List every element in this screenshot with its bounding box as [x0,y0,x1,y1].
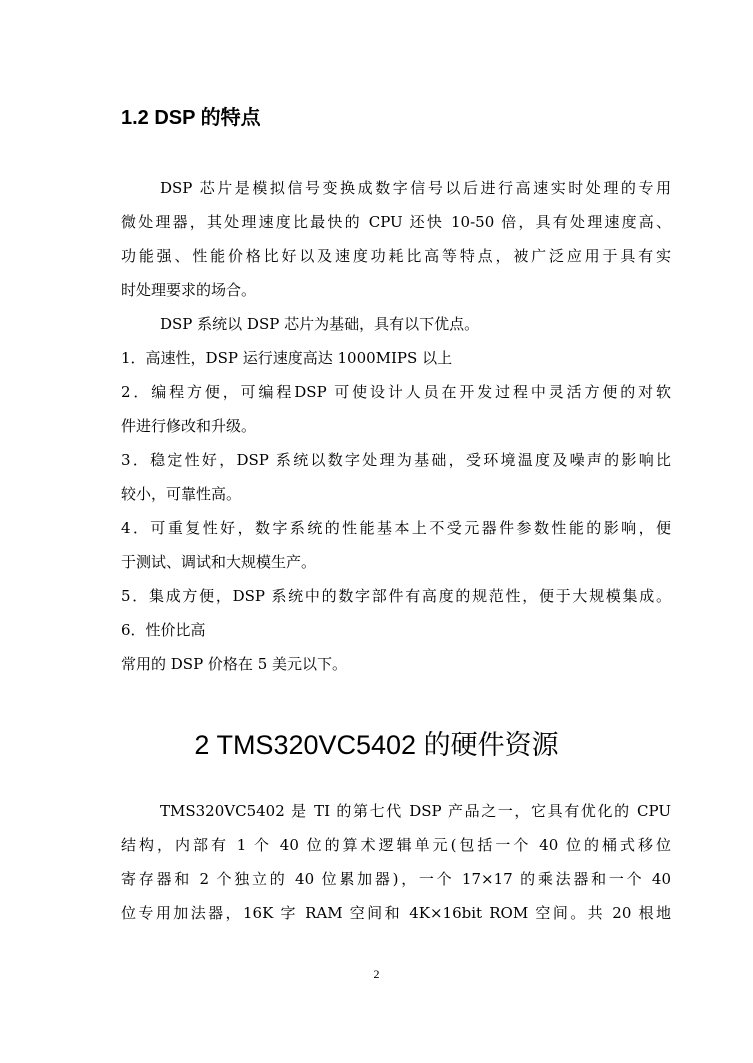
list-item-3-line-2: 较小，可靠性高。 [121,485,242,503]
list-item-6: 6．性价比高 [121,621,206,639]
chapter-paragraph-line-3: 寄存器和 2 个独立的 40 位累加器)，一个 17×17 的乘法器和一个 40 [121,870,671,888]
paragraph1-line-1: DSP 芯片是模拟信号变换成数字信号以后进行高速实时处理的专用 [160,179,671,197]
list-item-3-line-1: 3．稳定性好，DSP 系统以数字处理为基础，受环境温度及噪声的影响比 [121,451,671,469]
paragraph1-line-3: 功能强、性能价格比好以及速度功耗比高等特点，被广泛应用于具有实 [121,247,671,265]
list-item-4-line-2: 于测试、调试和大规模生产。 [121,553,317,571]
chapter-body [121,794,671,930]
paragraph1-line-4: 时处理要求的场合。 [121,281,257,299]
list-item-5: 5．集成方便，DSP 系统中的数字部件有高度的规范性，便于大规模集成。 [121,587,671,605]
chapter-heading: 2 TMS320VC5402 的硬件资源 [194,730,559,760]
paragraph1-line-2: 微处理器，其处理速度比最快的 CPU 还快 10-50 倍，具有处理速度高、 [121,213,671,231]
section-body [121,171,671,681]
page-number: 2 [373,967,380,981]
list-item-2-line-1: 2．编程方便，可编程DSP 可使设计人员在开发过程中灵活方便的对软 [121,383,671,401]
chapter-paragraph-line-1: TMS320VC5402 是 TI 的第七代 DSP 产品之一，它具有优化的 CPU [160,802,671,820]
list-item-2-line-2: 件进行修改和升级。 [121,417,257,435]
list-item-1: 1．高速性，DSP 运行速度高达 1000MIPS 以上 [121,349,453,367]
price-note: 常用的 DSP 价格在 5 美元以下。 [121,655,348,673]
chapter-paragraph-line-4: 位专用加法器，16K 字 RAM 空间和 4K×16bit ROM 空间。共 20 根地 [121,904,671,922]
list-item-4-line-1: 4．可重复性好，数字系统的性能基本上不受元器件参数性能的影响，便 [121,519,671,537]
paragraph2: DSP 系统以 DSP 芯片为基础，具有以下优点。 [160,315,480,333]
section-heading: 1.2 DSP 的特点 [121,107,261,129]
chapter-paragraph-line-2: 结构，内部有 1 个 40 位的算术逻辑单元(包括一个 40 位的桶式移位 [121,836,671,854]
